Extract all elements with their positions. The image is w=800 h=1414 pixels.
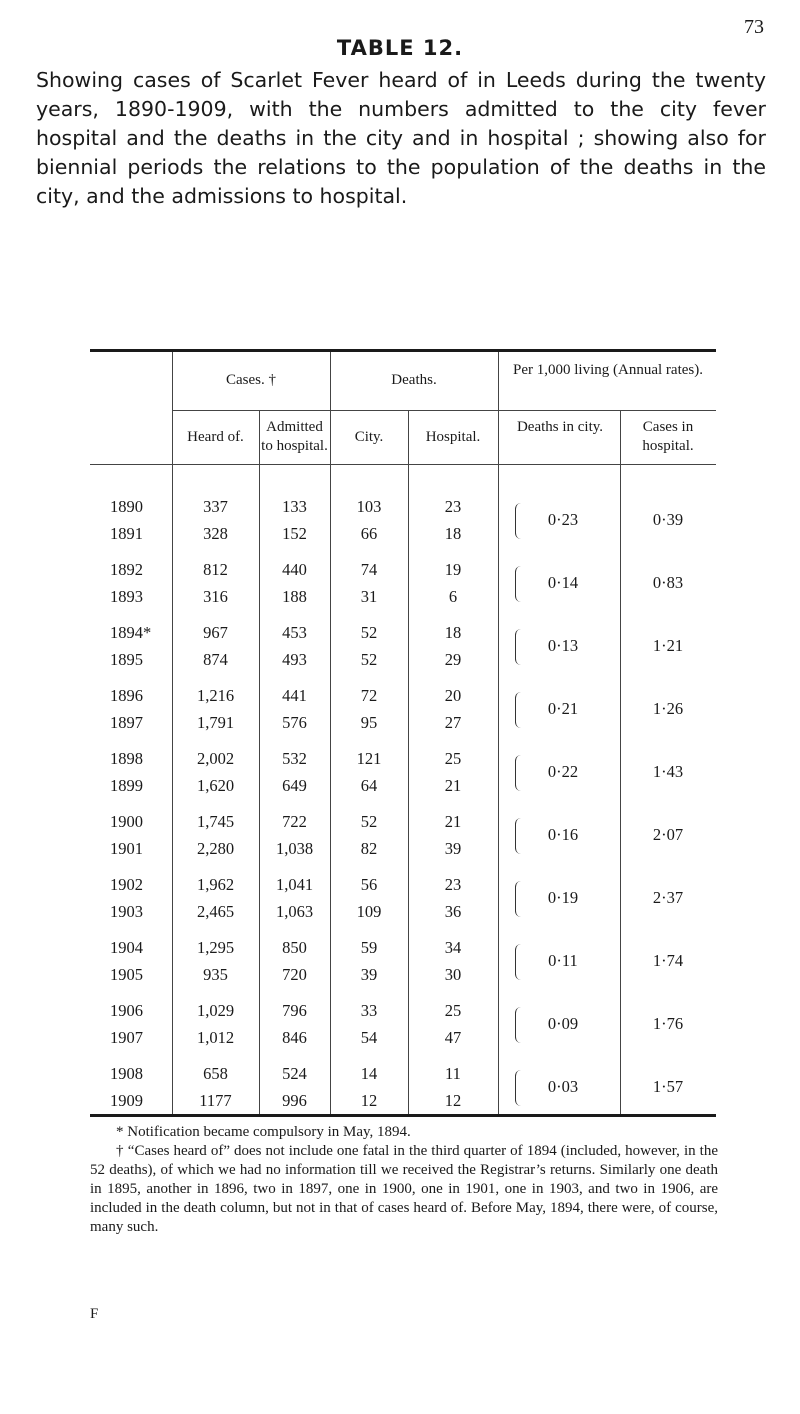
- year-cell: 1891: [110, 524, 143, 543]
- year-cell: 1893: [110, 587, 143, 606]
- city-deaths-cell: 33: [360, 1001, 378, 1020]
- city-deaths-cell: 39: [360, 965, 378, 984]
- year-cell: 1898: [110, 749, 143, 768]
- admitted-cell: 188: [282, 587, 307, 606]
- deaths-rate-cell: 0·03: [547, 1077, 579, 1096]
- admitted-cell: 532: [282, 749, 307, 768]
- header-deaths-in-city: Deaths in city.: [516, 419, 604, 435]
- city-deaths-cell: 103: [356, 497, 382, 516]
- year-cell: 1903: [110, 902, 143, 921]
- pair-brace: [515, 881, 522, 917]
- pair-brace: [515, 503, 522, 539]
- hospital-rate-cell: 1·57: [652, 1077, 684, 1096]
- city-deaths-cell: 54: [360, 1028, 378, 1047]
- year-cell: 1895: [110, 650, 143, 669]
- admitted-cell: 524: [282, 1064, 307, 1083]
- header-hospital: Hospital.: [425, 429, 481, 445]
- heard-of-cell: 812: [203, 560, 228, 579]
- city-deaths-cell: 31: [360, 587, 378, 606]
- hospital-deaths-cell: 21: [444, 776, 462, 795]
- deaths-rate-cell: 0·11: [548, 951, 578, 970]
- deaths-group-rule: [330, 410, 498, 411]
- hospital-rate-cell: 1·43: [652, 762, 684, 781]
- hospital-deaths-cell: 30: [444, 965, 462, 984]
- heard-of-cell: 337: [203, 497, 228, 516]
- year-cell: 1896: [110, 686, 143, 705]
- footnote-cases: † “Cases heard of” does not include one fatal in the third quarter of 1894 (included, however, in the 52 deaths), of which we had no information till we received the Registrar’s returns. Similarly one death in 1895, another in 1896, two in 1897, one in 1900, one in 1901, one in 1903, and two in 1906, are included in the death column, but not in that of cases heard of. Before May, 1894, there were, of course, many such.: [90, 1143, 718, 1235]
- year-cell: 1906: [110, 1001, 143, 1020]
- table-title: TABLE 12.: [336, 36, 464, 60]
- admitted-cell: 576: [282, 713, 307, 732]
- hospital-rate-cell: 1·21: [652, 636, 684, 655]
- hospital-rate-cell: 2·07: [652, 825, 684, 844]
- hospital-deaths-cell: 23: [444, 497, 462, 516]
- hospital-deaths-cell: 18: [444, 524, 462, 543]
- year-cell: 1907: [110, 1028, 143, 1047]
- city-deaths-cell: 59: [360, 938, 378, 957]
- hospital-rate-cell: 0·83: [652, 573, 684, 592]
- admitted-cell: 493: [282, 650, 307, 669]
- header-per-1000: Per 1,000 living (Annual rates).: [513, 362, 703, 378]
- city-deaths-cell: 74: [360, 560, 378, 579]
- footnote-notification: * Notification became compulsory in May, 1894.: [116, 1124, 411, 1140]
- pair-brace: [515, 944, 522, 980]
- year-cell: 1908: [110, 1064, 143, 1083]
- pair-brace: [515, 755, 522, 791]
- header-bottom-rule: [90, 464, 716, 465]
- deaths-rate-cell: 0·21: [547, 699, 579, 718]
- city-deaths-cell: 95: [360, 713, 378, 732]
- admitted-cell: 441: [282, 686, 307, 705]
- admitted-cell: 152: [282, 524, 307, 543]
- hospital-deaths-cell: 21: [444, 812, 462, 831]
- header-cases-in-hospital: Cases in hospital.: [642, 419, 694, 454]
- hospital-deaths-cell: 27: [444, 713, 462, 732]
- heard-of-cell: 1,295: [196, 938, 235, 957]
- pair-brace: [515, 1070, 522, 1106]
- city-deaths-cell: 66: [360, 524, 378, 543]
- deaths-rate-cell: 0·09: [547, 1014, 579, 1033]
- city-deaths-cell: 14: [360, 1064, 378, 1083]
- year-cell: 1894*: [110, 623, 152, 642]
- heard-of-cell: 1,791: [196, 713, 235, 732]
- heard-of-cell: 2,280: [196, 839, 235, 858]
- city-deaths-cell: 109: [356, 902, 382, 921]
- header-heard-of: Heard of.: [187, 429, 244, 445]
- pair-brace: [515, 566, 522, 602]
- hospital-deaths-cell: 12: [444, 1091, 462, 1110]
- heard-of-cell: 1177: [199, 1091, 232, 1110]
- year-cell: 1892: [110, 560, 143, 579]
- deaths-rate-cell: 0·23: [547, 510, 579, 529]
- deaths-rate-cell: 0·16: [547, 825, 579, 844]
- city-deaths-cell: 52: [360, 650, 378, 669]
- heard-of-cell: 328: [203, 524, 228, 543]
- city-deaths-cell: 12: [360, 1091, 378, 1110]
- year-cell: 1901: [110, 839, 143, 858]
- city-deaths-cell: 121: [356, 749, 382, 768]
- header-deaths: Deaths.: [391, 372, 437, 388]
- admitted-cell: 453: [282, 623, 307, 642]
- admitted-cell: 850: [282, 938, 307, 957]
- hospital-deaths-cell: 29: [444, 650, 462, 669]
- page-number: 73: [744, 16, 764, 38]
- cases-group-rule: [172, 410, 330, 411]
- hospital-deaths-cell: 39: [444, 839, 462, 858]
- col-rule-5: [498, 352, 499, 1114]
- pair-brace: [515, 1007, 522, 1043]
- heard-of-cell: 1,012: [196, 1028, 235, 1047]
- city-deaths-cell: 56: [360, 875, 378, 894]
- year-cell: 1909: [110, 1091, 143, 1110]
- hospital-deaths-cell: 36: [444, 902, 462, 921]
- hospital-deaths-cell: 20: [444, 686, 462, 705]
- heard-of-cell: 1,620: [196, 776, 235, 795]
- hospital-deaths-cell: 11: [445, 1064, 461, 1083]
- admitted-cell: 720: [282, 965, 307, 984]
- city-deaths-cell: 52: [360, 812, 378, 831]
- footnotes: [90, 1123, 718, 1237]
- pair-brace: [515, 818, 522, 854]
- hospital-rate-cell: 1·76: [652, 1014, 684, 1033]
- admitted-cell: 796: [282, 1001, 307, 1020]
- heard-of-cell: 874: [203, 650, 228, 669]
- city-deaths-cell: 64: [360, 776, 378, 795]
- heard-of-cell: 1,745: [196, 812, 235, 831]
- table-description: Showing cases of Scarlet Fever heard of in Leeds during the twenty years, 1890-1909, with the numbers admitted to the city fever hospital and the deaths in the city and in hospital ; showing also for biennial periods the relations to the population of the deaths in the city, and the admissions to hospital.: [36, 68, 766, 208]
- per1000-group-rule: [498, 410, 716, 411]
- deaths-rate-cell: 0·19: [547, 888, 579, 907]
- admitted-cell: 133: [282, 497, 307, 516]
- admitted-cell: 996: [282, 1091, 307, 1110]
- hospital-rate-cell: 1·74: [652, 951, 684, 970]
- hospital-deaths-cell: 25: [444, 749, 462, 768]
- heard-of-cell: 1,962: [196, 875, 235, 894]
- hospital-rate-cell: 2·37: [652, 888, 684, 907]
- heard-of-cell: 1,216: [196, 686, 235, 705]
- year-cell: 1899: [110, 776, 143, 795]
- deaths-rate-cell: 0·14: [547, 573, 579, 592]
- hospital-rate-cell: 0·39: [652, 510, 684, 529]
- col-rule-1: [172, 352, 173, 1114]
- heard-of-cell: 316: [203, 587, 228, 606]
- table-top-rule: [90, 349, 716, 352]
- heard-of-cell: 658: [203, 1064, 228, 1083]
- heard-of-cell: 967: [203, 623, 228, 642]
- hospital-deaths-cell: 25: [444, 1001, 462, 1020]
- city-deaths-cell: 82: [360, 839, 378, 858]
- year-cell: 1905: [110, 965, 143, 984]
- heard-of-cell: 1,029: [196, 1001, 235, 1020]
- deaths-rate-cell: 0·13: [547, 636, 579, 655]
- pair-brace: [515, 692, 522, 728]
- admitted-cell: 649: [282, 776, 307, 795]
- city-deaths-cell: 52: [360, 623, 378, 642]
- header-cases: Cases. †: [226, 372, 276, 388]
- heard-of-cell: 2,002: [196, 749, 235, 768]
- hospital-deaths-cell: 18: [444, 623, 462, 642]
- heard-of-cell: 935: [203, 965, 228, 984]
- admitted-cell: 1,063: [275, 902, 314, 921]
- year-cell: 1900: [110, 812, 143, 831]
- hospital-deaths-cell: 6: [448, 587, 458, 606]
- year-cell: 1890: [110, 497, 143, 516]
- pair-brace: [515, 629, 522, 665]
- heard-of-cell: 2,465: [196, 902, 235, 921]
- hospital-deaths-cell: 19: [444, 560, 462, 579]
- col-rule-3: [330, 352, 331, 1114]
- deaths-rate-cell: 0·22: [547, 762, 579, 781]
- table-bottom-rule: [90, 1114, 716, 1117]
- year-cell: 1897: [110, 713, 143, 732]
- year-cell: 1902: [110, 875, 143, 894]
- hospital-rate-cell: 1·26: [652, 699, 684, 718]
- admitted-cell: 846: [282, 1028, 307, 1047]
- admitted-cell: 722: [282, 812, 307, 831]
- admitted-cell: 440: [282, 560, 307, 579]
- header-admitted: Admitted to hospital.: [261, 419, 328, 454]
- year-cell: 1904: [110, 938, 143, 957]
- hospital-deaths-cell: 34: [444, 938, 462, 957]
- hospital-deaths-cell: 23: [444, 875, 462, 894]
- signature-mark: F: [90, 1306, 99, 1322]
- admitted-cell: 1,038: [275, 839, 314, 858]
- hospital-deaths-cell: 47: [444, 1028, 462, 1047]
- city-deaths-cell: 72: [360, 686, 378, 705]
- admitted-cell: 1,041: [275, 875, 314, 894]
- header-city: City.: [354, 429, 384, 445]
